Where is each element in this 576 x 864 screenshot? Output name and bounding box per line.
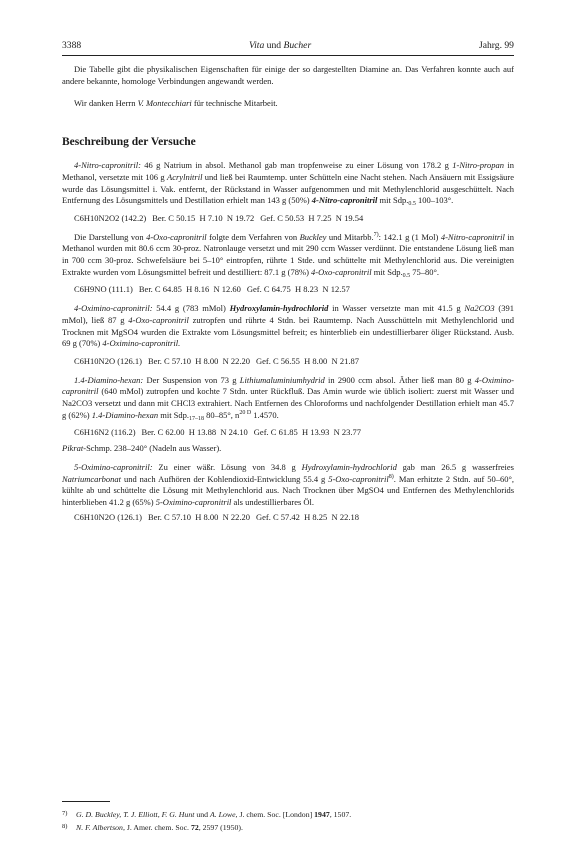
analysis-line: C6H10N2O2 (142.2) Ber. C 50.15 H 7.10 N 19.72 Gef. C 50.53 H 7.25 N 19.54 (74, 212, 364, 223)
acknowledgement: Wir danken Herrn V. Montecchiari für technische Mitarbeit. (74, 98, 278, 109)
section-title: Beschreibung der Versuche (62, 136, 196, 149)
footnote-rule (62, 801, 110, 802)
page-body (62, 40, 514, 523)
footnote: 8) N. F. Albertson, J. Amer. chem. Soc. 72, 2597 (1950). (62, 823, 243, 832)
experiment-paragraph: 4-Nitro-capronitril: 46 g Natrium in absol. Methanol gab man tropfenweise zu einer Lösung von 178.2 g 1-Nitro-propan in Methanol, versetzte mit 106 g Acrylnitril und ließ bei Raumtemp. unter Schütteln eine Nacht stehen. Nach Ansäuern mit Essigsäure wurde das Lösungsmittel i. Vak. entfernt, der Rückstand in Wasser aufgenommen und mit Methylenchlorid ausgeschüttelt. Nach Entfernung des Lösungsmittels und Destillation erhielt man 143 g (50%) 4-Nitro-capronitril mit $Sdp._{0.5}$ 100–103°. (62, 160, 514, 208)
running-title: Vita und Bucher (248, 40, 312, 51)
analysis-line: C6H16N2 (116.2) Ber. C 62.00 H 13.88 N 24.10 Gef. C 61.85 H 13.93 N 23.77 (74, 427, 361, 438)
intro-paragraph: Die Tabelle gibt die physikalischen Eigenschaften für einige der so dargestellten Diamine an. Das Verfahren konnte auch auf andere bekannte, homologe Verbindungen angewandt werden. (62, 64, 514, 86)
experiment-paragraph: 5-Oximino-capronitril: Zu einer wäßr. Lösung von 34.8 g Hydroxylamin-hydrochlorid gab man 26.5 g wasserfreies Natriumcarbonat und nach Aufhören der Kohlendioxid-Entwicklung 55.4 g 5-Oxo-capronitril$^{8)}$. Man erhitzte 2 Stdn. auf 50–60°, kühlte ab und schüttelte die Lösung mit Methylenchlorid aus. Nach Trocknen über MgSO4 und Entfernen des Methylenchlorids hinterblieben 41.2 g (65%) 5-Oximino-capronitril als undestillierbares Öl. (62, 461, 514, 507)
analysis-line: C6H10N2O (126.1) Ber. C 57.10 H 8.00 N 22.20 Gef. C 57.42 H 8.25 N 22.18 (74, 511, 359, 522)
experiment-paragraph: Die Darstellung von 4-Oxo-capronitril folgte dem Verfahren von Buckley und Mitarbb.$^{7)}$: 142.1 g (1 Mol) 4-Nitro-capronitril in Methanol wurden mit 80.6 ccm 30-proz. Natronlauge versetzt und mit 290 ccm Wasser verdünnt. Die entstandene Lösung ließ man in 700 ccm 30-proz. Schwefelsäure bei 5–10° eintropfen, rührte 1 Stde. und schüttelte mit Methylenchlorid aus. Die vereinigten Extrakte wurden vom Lösungsmittel befreit und destilliert: 87.1 g (78%) 4-Oxo-capronitril mit $Sdp._{0.5}$ 75–80°. (62, 231, 514, 279)
analysis-line: C6H9NO (111.1) Ber. C 64.85 H 8.16 N 12.60 Gef. C 64.75 H 8.23 N 12.57 (74, 284, 350, 295)
experiment-paragraph: 1.4-Diamino-hexan: Der Suspension von 73 g Lithiumaluminiumhydrid in 2900 ccm absol. Äther ließ man 80 g 4-Oximino-capronitril (640 mMol) zutropfen und kochte 7 Stdn. unter Rückfluß. Das Amin wurde wie üblich isoliert: zuerst mit Wasser und Na2CO3 versetzt und dann mit CHCl3 extrahiert. Nach Entfernen des Chloroforms und nachfolgender Destillation erhielt man 45.7 g (62%) 1.4-Diamino-hexan mit $Sdp._{17-18}$ 80–85°, $n^{20 D}$ 1.4570. (62, 374, 514, 422)
pikrat-line: Pikrat-Schmp. 238–240° (Nadeln aus Wasser). (62, 443, 222, 454)
running-header (62, 40, 514, 56)
footnote: 7) G. D. Buckley, T. J. Elliott, F. G. Hunt und A. Lowe, J. chem. Soc. [London] 1947, 1507. (62, 810, 352, 819)
volume-label: Jahrg. 99 (478, 40, 514, 51)
experiment-paragraph: 4-Oximino-capronitril: 54.4 g (783 mMol) Hydroxylamin-hydrochlorid in Wasser versetzte man mit 41.5 g Na2CO3 (391 mMol), ließ 87 g 4-Oxo-capronitril zutropfen und rührte 4 Stdn. bei Raumtemp. Nach Ausschütteln mit Methylenchlorid und Trocknen mit MgSO4 wurden die Extrakte vom Lösungsmittel befreit; es hinterblieb ein undestillierbarer öliger Rückstand. Ausb. 69 g (70%) 4-Oximino-capronitril. (62, 303, 514, 349)
analysis-line: C6H10N2O (126.1) Ber. C 57.10 H 8.00 N 22.20 Gef. C 56.55 H 8.00 N 21.87 (74, 355, 359, 366)
page-number: 3388 (62, 40, 82, 51)
